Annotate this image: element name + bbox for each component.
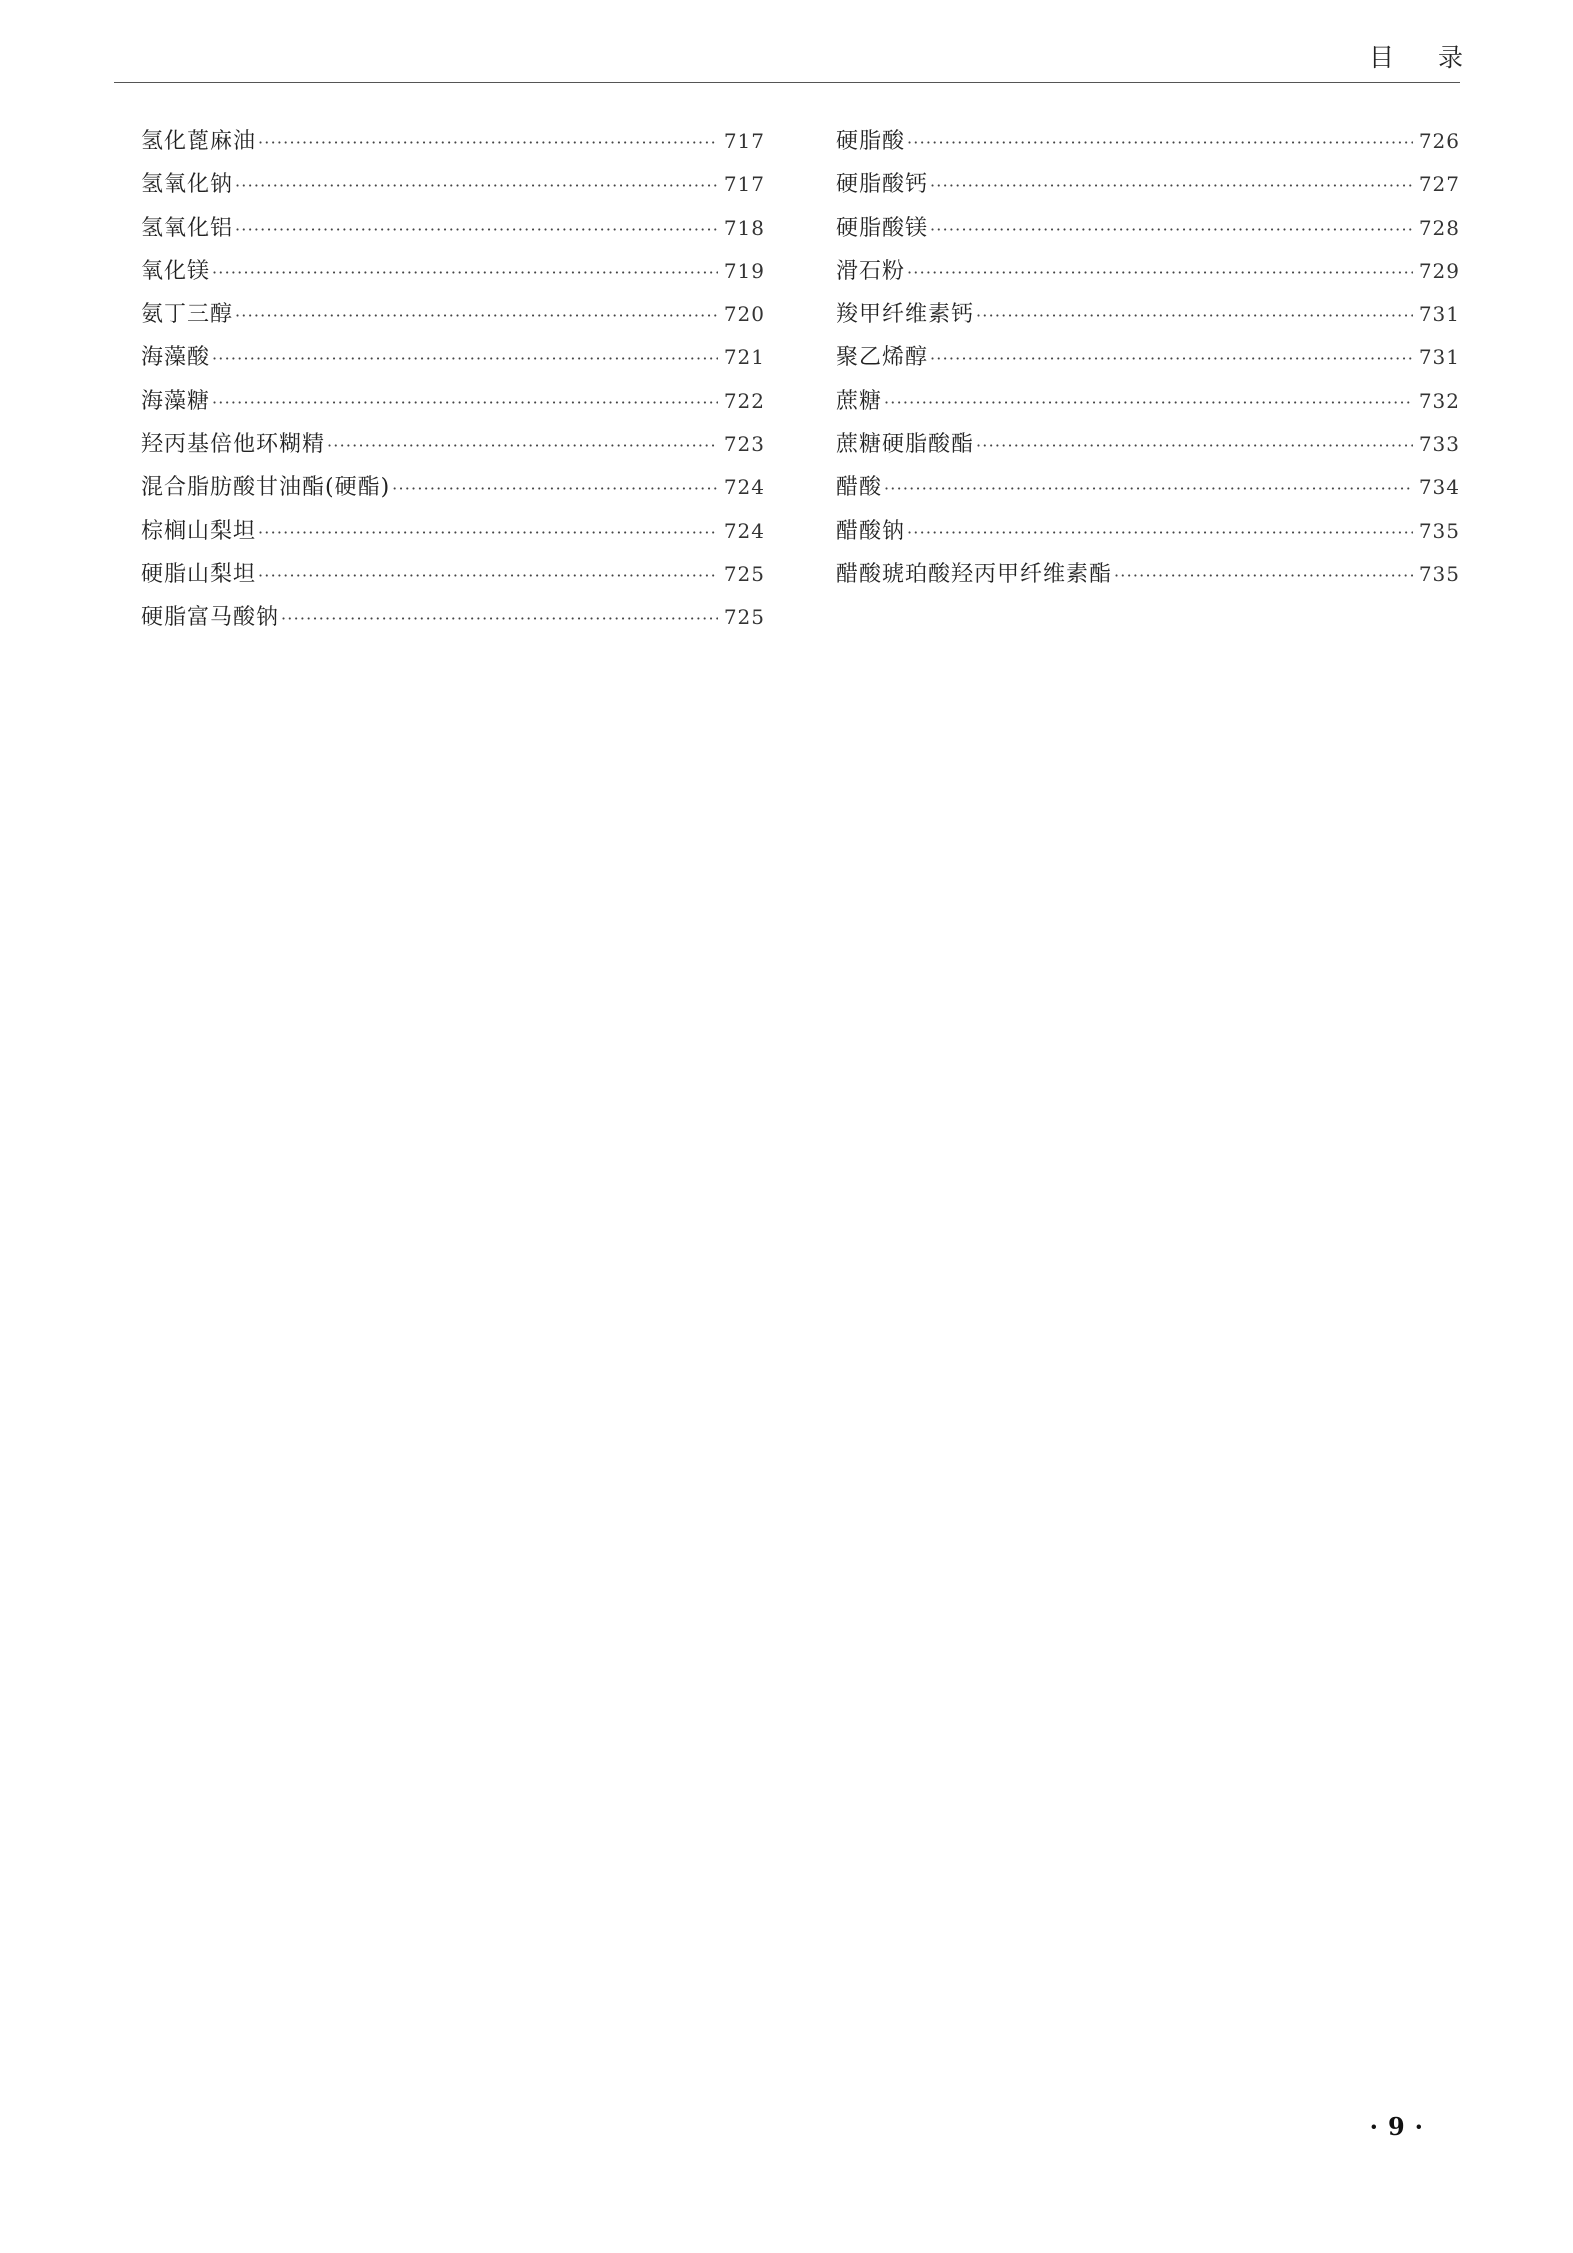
toc-entry-name: 氧化镁 [141, 258, 211, 284]
toc-entry[interactable] [836, 384, 1460, 427]
toc-entry-page: 721 [723, 345, 765, 370]
toc-entry[interactable] [141, 297, 765, 340]
toc-entry[interactable] [836, 254, 1460, 297]
toc-entry-page: 725 [723, 605, 765, 630]
toc-leader-dots [907, 263, 1413, 282]
toc-entry[interactable] [836, 557, 1460, 600]
toc-entry[interactable] [141, 427, 765, 470]
toc-leader-dots [212, 349, 718, 368]
toc-entry[interactable] [141, 557, 765, 600]
toc-entry-name: 棕榈山梨坦 [141, 518, 257, 544]
toc-entry-page: 731 [1418, 345, 1460, 370]
toc-entry-name: 硬脂山梨坦 [141, 561, 257, 587]
toc-entry[interactable] [836, 470, 1460, 513]
toc-leader-dots [392, 479, 718, 498]
toc-entry-page: 722 [723, 388, 765, 413]
toc-entry-page: 735 [1418, 518, 1460, 543]
toc-entry-name: 氨丁三醇 [141, 302, 234, 328]
toc-entry-page: 725 [723, 561, 765, 586]
toc-leader-dots [884, 393, 1413, 412]
toc-leader-dots [930, 349, 1413, 368]
toc-leader-dots [235, 220, 718, 239]
header-divider [114, 82, 1460, 83]
toc-entry-page: 735 [1418, 561, 1460, 586]
toc-leader-dots [212, 393, 718, 412]
toc-entry-name: 氢氧化铝 [141, 215, 234, 241]
toc-entry-name: 硬脂酸钙 [836, 172, 929, 198]
toc-entry-page: 732 [1418, 388, 1460, 413]
toc-leader-dots [930, 176, 1413, 195]
toc-entry-page: 717 [723, 129, 765, 153]
toc-leader-dots [884, 479, 1413, 498]
toc-entry-page: 729 [1418, 258, 1460, 283]
toc-leader-dots [930, 220, 1413, 239]
toc-entry-name: 硬脂酸 [836, 129, 906, 154]
toc-right-column [836, 124, 1460, 600]
toc-leader-dots [281, 609, 718, 628]
toc-entry-name: 氢氧化钠 [141, 172, 234, 198]
toc-entry[interactable] [836, 167, 1460, 210]
page-header-title: 目录 [1368, 43, 1507, 72]
toc-entry-page: 718 [723, 215, 765, 240]
toc-entry[interactable] [141, 340, 765, 383]
toc-entry[interactable] [141, 600, 765, 643]
toc-leader-dots [976, 306, 1413, 325]
toc-leader-dots [327, 436, 718, 455]
toc-entry-page: 720 [723, 302, 765, 327]
toc-entry[interactable] [141, 124, 765, 167]
toc-entry-page: 723 [723, 432, 765, 457]
page-number-value: 9 [1387, 2112, 1405, 2141]
toc-entry[interactable] [836, 340, 1460, 383]
toc-entry-page: 719 [723, 258, 765, 283]
toc-entry-name: 羟丙基倍他环糊精 [141, 432, 326, 458]
toc-entry-page: 724 [723, 518, 765, 543]
toc-entry-page: 734 [1418, 475, 1460, 500]
toc-entry-name: 蔗糖 [836, 388, 883, 414]
toc-entry[interactable] [836, 211, 1460, 254]
toc-entry[interactable] [141, 514, 765, 557]
toc-entry-name: 混合脂肪酸甘油酯(硬酯) [141, 475, 391, 501]
toc-entry-name: 醋酸钠 [836, 518, 906, 544]
toc-leader-dots [1114, 566, 1413, 585]
toc-entry-name: 海藻酸 [141, 345, 211, 371]
toc-entry-page: 717 [723, 172, 765, 197]
toc-entry-name: 蔗糖硬脂酸酯 [836, 432, 975, 458]
toc-entry[interactable] [141, 470, 765, 513]
toc-entry-name: 滑石粉 [836, 258, 906, 284]
toc-entry-name: 醋酸 [836, 475, 883, 501]
toc-entry[interactable] [836, 124, 1460, 167]
toc-entry-name: 聚乙烯醇 [836, 345, 929, 371]
toc-left-column [141, 124, 765, 644]
toc-entry-page: 731 [1418, 302, 1460, 327]
toc-entry-name: 羧甲纤维素钙 [836, 302, 975, 328]
toc-entry-name: 醋酸琥珀酸羟丙甲纤维素酯 [836, 561, 1113, 587]
toc-entry-name: 海藻糖 [141, 388, 211, 414]
toc-leader-dots [907, 523, 1413, 542]
toc-entry[interactable] [141, 254, 765, 297]
toc-entry[interactable] [141, 167, 765, 210]
page-number [1360, 2112, 1433, 2141]
toc-entry-name: 硬脂酸镁 [836, 215, 929, 241]
toc-leader-dots [976, 436, 1413, 455]
toc-leader-dots [258, 566, 718, 585]
toc-leader-dots [235, 306, 718, 325]
toc-entry-name: 硬脂富马酸钠 [141, 605, 280, 631]
toc-entry-page: 726 [1418, 129, 1460, 153]
toc-entry[interactable] [836, 514, 1460, 557]
toc-entry-page: 728 [1418, 215, 1460, 240]
toc-leader-dots [907, 133, 1413, 152]
toc-entry-page: 727 [1418, 172, 1460, 197]
page-number-dot-right: · [1414, 2112, 1423, 2141]
toc-entry[interactable] [836, 297, 1460, 340]
toc-entry[interactable] [141, 211, 765, 254]
page-number-dot-left: · [1369, 2112, 1378, 2141]
toc-leader-dots [258, 523, 718, 542]
toc-leader-dots [235, 176, 718, 195]
toc-entry[interactable] [141, 384, 765, 427]
toc-leader-dots [258, 133, 718, 152]
toc-entry-page: 733 [1418, 432, 1460, 457]
toc-entry[interactable] [836, 427, 1460, 470]
toc-entry-name: 氢化蓖麻油 [141, 129, 257, 154]
toc-leader-dots [212, 263, 718, 282]
toc-entry-page: 724 [723, 475, 765, 500]
